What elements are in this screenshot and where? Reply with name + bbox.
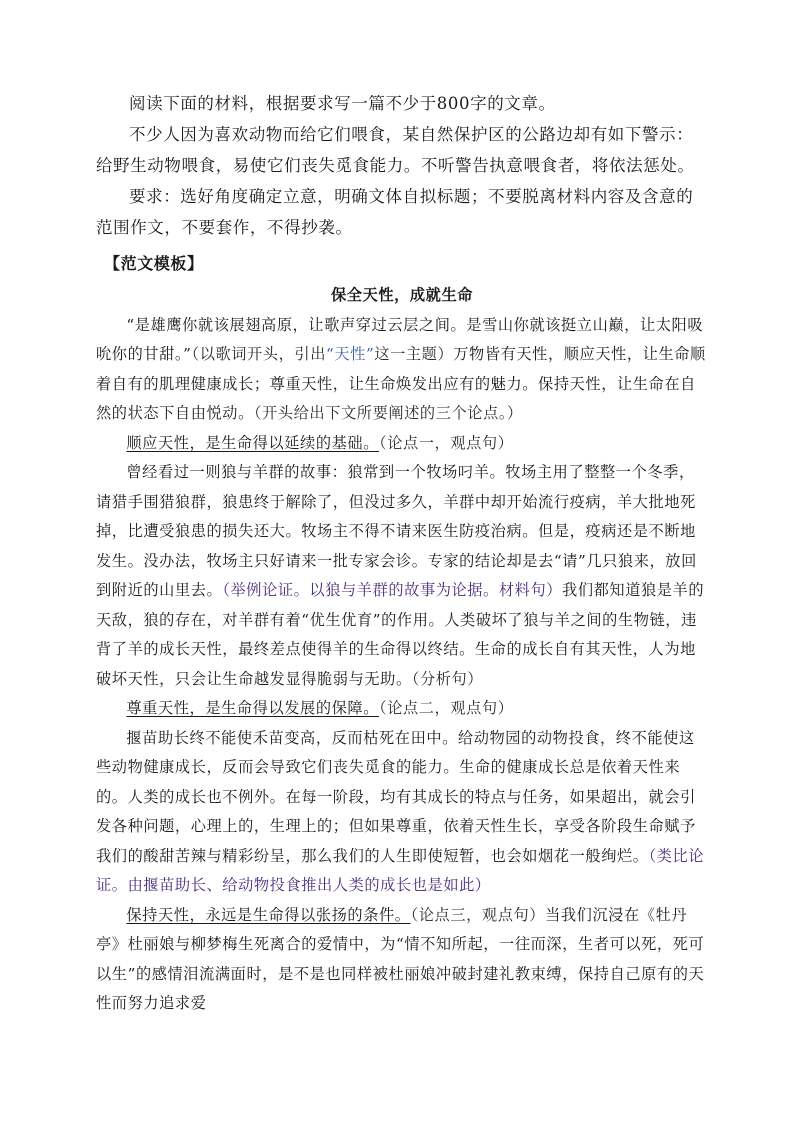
opening-quote: “是雄鹰你就该展翅高原，让歌声穿过云层之间。是雪山你就该挺立山巅，让太阳吸吮你的甘甜。” [96,315,704,363]
paragraph-text: 揠苗助长终不能使禾苗变高，反而枯死在田中。给动物园的动物投食，终不能使这些动物健康成长，反而会导致它们丧失觅食的能力。生命的健康成长总是依着天性来的。人类的成长也不例外。在每一阶段，均有其成长的特点与任务，如果超出，就会引发各种问题，心理上的，生理上的；但如果尊重，依着天性生长，享受各阶段生命赋予我们的酸甜苦辣与精彩纷呈，那么我们的人生即使短暂，也会如烟花一般绚烂。 [96,728,696,865]
essay-point-1 [96,429,708,459]
annotation: （开头给出下文所要阐述的三个论点。） [253,404,523,422]
prompt-material: 不少人因为喜欢动物而给它们喂食，某自然保护区的公路边却有如下警示：给野生动物喂食，易使它们丧失觅食能力。不听警告执意喂食者，将依法惩处。 [96,125,695,175]
annotation-highlight: “天性” [326,345,375,363]
paragraph-text: 我们都知道狼是羊的天敌，狼的存在，对羊群有着“优生优育”的作用。人类破坏了狼与羊之间的生物链，违背了羊的成长天性，最终差点使得羊的生命得以终结。生命的成长自有其天性，人为地破坏天性，只会让生命越发显得脆弱与无助。 [96,581,705,688]
essay-title: 保全天性，成就生命 [330,286,474,304]
annotation: （分析句） [411,669,484,688]
paragraph-text: 万物皆有天性，顺应天性，让生命顺着自有的肌理健康成长；尊重天性，让生命焕发出应有的魅力。保持天性，让生命在自然的状态下自由悦动。 [96,345,706,422]
essay [96,281,708,1019]
essay-paragraph-3 [96,724,708,901]
prompt-requirement: 要求：选好角度确定立意，明确文体自拟标题；不要脱离材料内容及含意的范围作文，不要套作，不得抄袭。 [96,187,694,237]
prompt-instruction: 阅读下面的材料，根据要求写一篇不少于800字的文章。 [129,94,556,113]
thesis-sentence: 保持天性，永远是生命得以张扬的条件。 [126,905,411,924]
annotation: （以歌词开头，引出 [191,345,326,363]
prompt-block [96,88,708,243]
thesis-sentence: 尊重天性，是生命得以发展的保障。 [126,699,379,717]
essay-point-3 [96,901,708,1019]
thesis-sentence: 顺应天性，是生命得以延续的基础。 [126,433,379,452]
essay-point-2 [96,694,708,724]
annotation: （类比论证。由揠苗助长、给动物投食推出人类的成长也是如此） [96,846,705,894]
paragraph-text: 曾经看过一则狼与羊群的故事：狼常到一个牧场叼羊。牧场主用了整整一个冬季，请猎手围猎狼群，狼患终于解除了，但没过多久，羊群中却开始流行疫病，羊大批地死掉，比遭受狼患的损失还大。牧场主不得不请来医生防疫治病。但是，疫病还是不断地发生。没办法，牧场主只好请来一批专家会诊。专家的结论却是去“请”几只狼来，放回到附近的山里去。 [96,463,697,599]
essay-paragraph-2 [96,458,708,694]
annotation: （论点三，观点句） [410,905,546,924]
essay-paragraph-1 [96,311,708,429]
paragraph-text: 当我们沉浸在《牡丹亭》杜丽娘与柳梦梅生死离合的爱情中，为“情不知所起，一往而深，生者可以死，死可以生”的感情泪流满面时，是不是也同样被杜丽娘冲破封建礼教束缚，保持自己原有的天性而努力追求爱 [96,905,705,1012]
annotation: （举例论证。以狼与羊群的故事为论据。材料句） [222,581,563,599]
annotation: （论点二，观点句） [379,699,514,717]
section-label: 【范文模板】 [104,254,204,273]
annotation: （论点一，观点句） [379,433,514,452]
annotation: 这一主题） [374,345,454,363]
